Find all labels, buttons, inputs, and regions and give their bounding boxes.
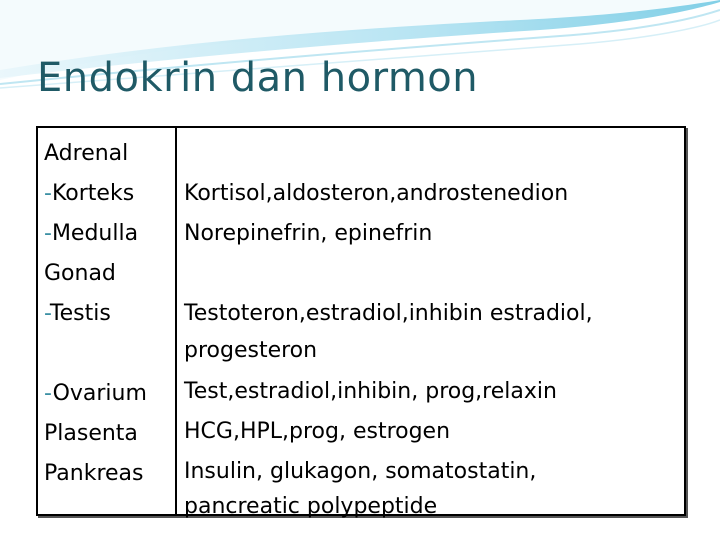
- bullet-dash: -: [44, 301, 50, 326]
- gland-column: [44, 134, 172, 494]
- hormone-column: [184, 134, 674, 526]
- hormones-ovarium: Test,estradiol,inhibin, prog,relaxin: [184, 379, 557, 404]
- gland-medulla-label: Medulla: [51, 221, 139, 246]
- hormones-testis-line2: progesteron: [184, 338, 318, 363]
- gland-ovarium: [44, 374, 172, 414]
- bullet-dash: -: [44, 381, 53, 406]
- gland-korteks-label: Korteks: [51, 181, 135, 206]
- gland-ovarium-label: Ovarium: [52, 381, 147, 406]
- hormones-testis-line1: Testoteron,estradiol,inhibin estradiol,: [184, 301, 593, 326]
- column-divider: [175, 128, 177, 514]
- hormones-korteks: Kortisol,aldosteron,androstenedion: [184, 181, 569, 206]
- gland-adrenal: Adrenal: [44, 141, 129, 166]
- gland-testis-label: Testis: [49, 301, 111, 326]
- hormone-table: [36, 126, 686, 519]
- gland-medulla: [44, 214, 172, 254]
- gland-gonad: Gonad: [44, 261, 116, 286]
- gland-testis: [44, 294, 172, 334]
- hormones-medulla: Norepinefrin, epinefrin: [184, 221, 433, 246]
- hormones-plasenta: HCG,HPL,prog, estrogen: [184, 419, 451, 444]
- gland-pankreas: Pankreas: [44, 461, 144, 486]
- bullet-dash: -: [44, 181, 52, 206]
- bullet-dash: -: [44, 221, 52, 246]
- page-title: Endokrin dan hormon: [37, 55, 479, 101]
- hormones-pankreas-line1: Insulin, glukagon, somatostatin,: [184, 459, 537, 484]
- hormones-pankreas-line2: pancreatic polypeptide: [184, 494, 438, 519]
- gland-korteks: [44, 174, 172, 214]
- gland-plasenta: Plasenta: [44, 421, 138, 446]
